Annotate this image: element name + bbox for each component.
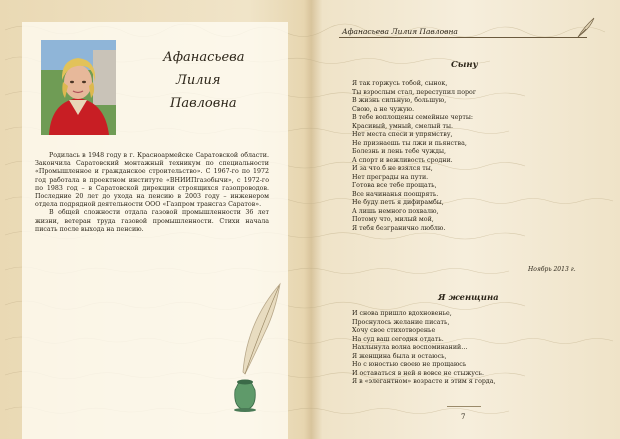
poem-line: А спорт и вежливость сродни.	[352, 156, 453, 164]
header-divider	[339, 37, 587, 38]
poem-title: Сыну	[451, 60, 478, 70]
poem-title: Я женщина	[438, 293, 499, 303]
poem-line: Красивый, умный, смелый ты.	[352, 122, 454, 130]
author-third-line: Павловна	[170, 96, 237, 111]
author-photo	[41, 40, 116, 135]
poem-date: Ноябрь 2013 г.	[528, 266, 576, 273]
author-second-line: Лилия	[176, 73, 221, 88]
poem-line: Я в «элегантном» возрасте и этим я горда,	[352, 378, 496, 385]
poem-line: Проснулось желание писать,	[352, 318, 450, 326]
poem-line: Я тебя безгранично люблю.	[352, 224, 446, 232]
poem-line: Ты взрослым стал, переступил порог	[352, 88, 477, 96]
quill-icon	[576, 17, 596, 39]
author-first-line: Афанасьева	[163, 50, 245, 65]
poem-line: Я женщина была и остаюсь,	[352, 352, 447, 360]
poem-line: На суд ваш сегодня отдать.	[352, 335, 444, 343]
poem-line: И за что б не взялся ты,	[352, 165, 433, 172]
poem-line: И снова пришло вдохновенье,	[352, 310, 452, 317]
poem-line: Свою, а не чужую.	[352, 105, 415, 113]
poem-line: Не буду петь я дифирамбы,	[352, 199, 444, 206]
poem-line: Потому что, милый мой,	[352, 216, 434, 223]
poem-line: Нет преграды на пути.	[352, 173, 429, 181]
poem-line: Нахлынула волна воспоминаний…	[352, 344, 468, 351]
poem-line: Хочу свое стихотворенье	[352, 327, 436, 334]
poem-line: Готова все тебе прощать,	[352, 182, 437, 189]
poem-body	[352, 310, 496, 387]
bio-paragraph: Родилась в 1948 году в г. Красноармейске Саратовской области. Закончила Саратовский монтажный техникум по специальности «Промышленное и гражданское строительство». С 1967-го по 1972 год работала в проектном институте «ВНИИПгазобычи», с 1972-го по 1983 год – в Саратовской дирекции строящихся газопроводов. Последние 20 лет до ухода на пенсию в 2003 году – инженером отдела подрядной деятельности ООО «Газпром трансгаз Саратов».	[35, 152, 269, 209]
poem-body	[352, 80, 476, 233]
poem-line: В жизнь сильную, большую,	[352, 97, 447, 104]
poem-line: Я так горжусь тобой, сынок,	[352, 80, 448, 87]
poem-line: Все начинанья поощрять.	[352, 190, 439, 198]
running-header: Афанасьева Лилия Павловна	[342, 27, 458, 36]
poem-line: Но с юностью своею не прощаюсь	[352, 361, 467, 368]
author-biography	[35, 152, 269, 234]
poem-line: Не признаешь ты лжи и пьянства,	[352, 139, 467, 147]
quill-inkwell-icon	[225, 282, 285, 412]
page-number: 7	[461, 413, 466, 421]
poem-line: А лишь немного похвалю,	[352, 207, 439, 215]
poem-line: В тебе воплощены семейные черты:	[352, 114, 474, 121]
poem-line: Болезнь и лень тебе чужды,	[352, 148, 447, 155]
poem-line: Нет места спеси и упрямству,	[352, 131, 453, 138]
bio-paragraph: В общей сложности отдала газовой промышленности 36 лет жизни, ветеран труда газовой промышленности. Стихи начала писать после выхода на пенсию.	[35, 209, 269, 233]
page-number-rule	[447, 406, 481, 407]
poem-line: И оставаться в ней я вовсе не стыжусь.	[352, 369, 484, 377]
